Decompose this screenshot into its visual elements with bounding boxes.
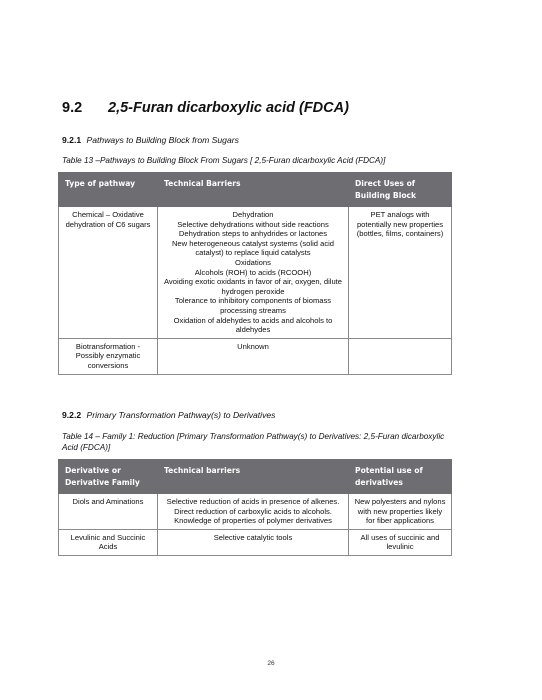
header-cell: Type of pathway [59, 173, 158, 207]
table-header-row [59, 460, 452, 494]
table-header-row [59, 173, 452, 207]
section-number: 9.2 [62, 100, 83, 116]
subsection-number: 9.2.1 [62, 135, 82, 145]
table-13-caption: Table 13 –Pathways to Building Block From Sugars [ 2,5-Furan dicarboxylic Acid (FDCA)] [62, 156, 386, 165]
barrier-item: New heterogeneous catalyst systems (solid acid catalyst) to replace liquid catalysts [171, 238, 335, 258]
page-number: 26 [267, 660, 275, 667]
barrier-item: Unknown [237, 341, 269, 351]
table-row [59, 338, 452, 374]
barrier-item: Oxidations [235, 257, 271, 267]
uses-cell: PET analogs with potentially new properties (bottles, films, containers) [349, 207, 452, 339]
barrier-item: Avoiding exotic oxidants in favor of air, oxygen, dilute hydrogen peroxide [164, 277, 342, 296]
subsection-title: Pathways to Building Block from Sugars [86, 135, 239, 145]
barrier-item: Oxidation of aldehydes to acids and alcohols to aldehydes [173, 315, 333, 335]
header-cell: Technical barriers [158, 460, 349, 494]
pathways-table [58, 172, 452, 375]
subsection-heading-1 [62, 135, 239, 145]
table-row [59, 494, 452, 530]
section-title: 2,5-Furan dicarboxylic acid (FDCA) [108, 100, 349, 116]
barriers-cell [158, 494, 349, 530]
barrier-item: Dehydration steps to anhydrides or lactones [178, 229, 328, 239]
subsection-heading-2 [62, 410, 275, 420]
barriers-cell [158, 529, 349, 555]
uses-cell: All uses of succinic and levulinic [349, 529, 452, 555]
table-row [59, 207, 452, 339]
table-14-caption: Table 14 – Family 1: Reduction [Primary Transformation Pathway(s) to Derivatives: 2,5-Furan dicarboxylic Acid (FDCA)] [62, 432, 445, 452]
uses-cell: New polyesters and nylons with new properties likely for fiber applications [349, 494, 452, 530]
derivative-cell: Levulinic and Succinic Acids [59, 529, 158, 555]
uses-cell [349, 338, 452, 374]
pathway-cell: Chemical – Oxidative dehydration of C6 sugars [59, 207, 158, 339]
header-cell: Potential use of derivatives [349, 460, 452, 494]
derivatives-table [58, 459, 452, 556]
header-cell: Direct Uses of Building Block [349, 173, 452, 207]
barrier-item: Selective dehydrations without side reactions [177, 219, 329, 229]
barrier-item: Knowledge of properties of polymer derivatives [174, 516, 332, 526]
header-cell: Derivative or Derivative Family [59, 460, 158, 494]
table-row [59, 529, 452, 555]
barriers-cell [158, 207, 349, 339]
barrier-item: Selective catalytic tools [213, 532, 293, 542]
pathway-cell: Biotransformation - Possibly enzymatic conversions [59, 338, 158, 374]
barrier-item: Dehydration [232, 210, 274, 219]
barriers-cell [158, 338, 349, 374]
barrier-item: Alcohols (ROH) to acids (RCOOH) [194, 267, 312, 277]
barrier-item: Tolerance to inhibitory components of biomass processing streams [174, 296, 332, 315]
derivative-cell: Diols and Aminations [59, 494, 158, 530]
subsection-title: Primary Transformation Pathway(s) to Derivatives [86, 410, 276, 420]
barrier-item: Selective reduction of acids in presence of alkenes. Direct reduction of carboxylic acids to alcohols. [166, 497, 340, 516]
subsection-number: 9.2.2 [62, 410, 82, 420]
header-cell: Technical Barriers [158, 173, 349, 207]
section-heading [62, 100, 349, 116]
